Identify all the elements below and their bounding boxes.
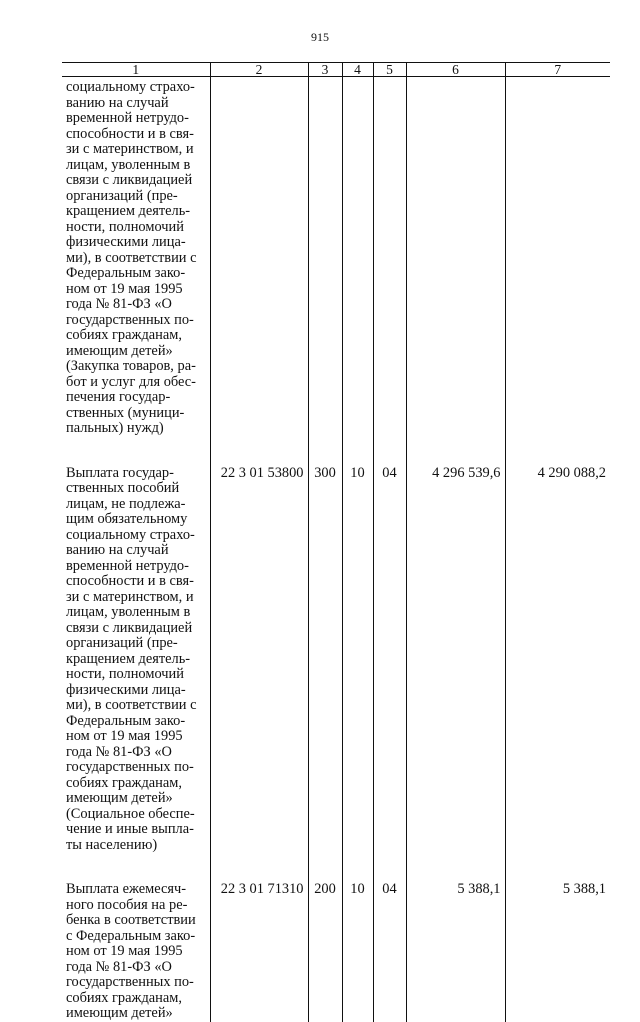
column-header-3: 3 bbox=[308, 63, 342, 77]
row-col3: 300 bbox=[308, 456, 342, 873]
row-col6 bbox=[406, 77, 505, 456]
column-header-7: 7 bbox=[505, 63, 610, 77]
row-description: Выплата государ- ственных пособий лицам, не подлежа- щим обязательному социальному страхо- ванию на случай временной нетрудо- способности и в свя- зи с материнством, и лицам, уволенным в связи с ликвидацией организаций (пре- кращением деятель- ности, полномочий физическими лица- ми), в соответствии с Федеральным зако- ном от 19 мая 1995 года № 81-ФЗ «О государственных по- собиях гражданам, имеющим детей» (Социальное обеспе- чение и иные выпла- ты населению) bbox=[66, 464, 197, 853]
table-row bbox=[62, 872, 610, 1022]
row-col4: 10 bbox=[342, 456, 373, 873]
column-header-2: 2 bbox=[210, 63, 308, 77]
header-row bbox=[62, 63, 610, 77]
row-code: 22 3 01 53800 bbox=[210, 456, 308, 873]
row-col5: 04 bbox=[373, 456, 406, 873]
row-code bbox=[210, 77, 308, 456]
row-col7: 4 290 088,2 bbox=[505, 456, 610, 873]
row-col6: 5 388,1 bbox=[406, 872, 505, 1022]
column-header-6: 6 bbox=[406, 63, 505, 77]
column-header-1: 1 bbox=[62, 63, 210, 77]
row-col3 bbox=[308, 77, 342, 456]
table-row bbox=[62, 77, 610, 456]
row-description: Выплата ежемесяч- ного пособия на ре- бенка в соответствии с Федеральным зако- ном от 19 мая 1995 года № 81-ФЗ «О государственных по- собиях гражданам, имеющим детей» bbox=[66, 881, 196, 1021]
row-col7: 5 388,1 bbox=[505, 872, 610, 1022]
column-header-5: 5 bbox=[373, 63, 406, 77]
row-col3: 200 bbox=[308, 872, 342, 1022]
column-header-4: 4 bbox=[342, 63, 373, 77]
row-col4 bbox=[342, 77, 373, 456]
row-col4: 10 bbox=[342, 872, 373, 1022]
page-number: 915 bbox=[311, 30, 329, 44]
row-col5: 04 bbox=[373, 872, 406, 1022]
row-description: социальному страхо- ванию на случай временной нетрудо- способности и в свя- зи с материнством, и лицам, уволенным в связи с ликвидацией организаций (пре- кращением деятель- ности, полномочий физическими лица- ми), в соответствии с Федеральным зако- ном от 19 мая 1995 года № 81-ФЗ «О государственных по- собиях гражданам, имеющим детей» (Закупка товаров, ра- бот и услуг для обес- печения государ- ственных (муници- пальных) нужд) bbox=[66, 79, 197, 436]
row-col5 bbox=[373, 77, 406, 456]
budget-table bbox=[62, 62, 610, 1022]
row-code: 22 3 01 71310 bbox=[210, 872, 308, 1022]
row-col6: 4 296 539,6 bbox=[406, 456, 505, 873]
row-col7 bbox=[505, 77, 610, 456]
table-row bbox=[62, 456, 610, 873]
